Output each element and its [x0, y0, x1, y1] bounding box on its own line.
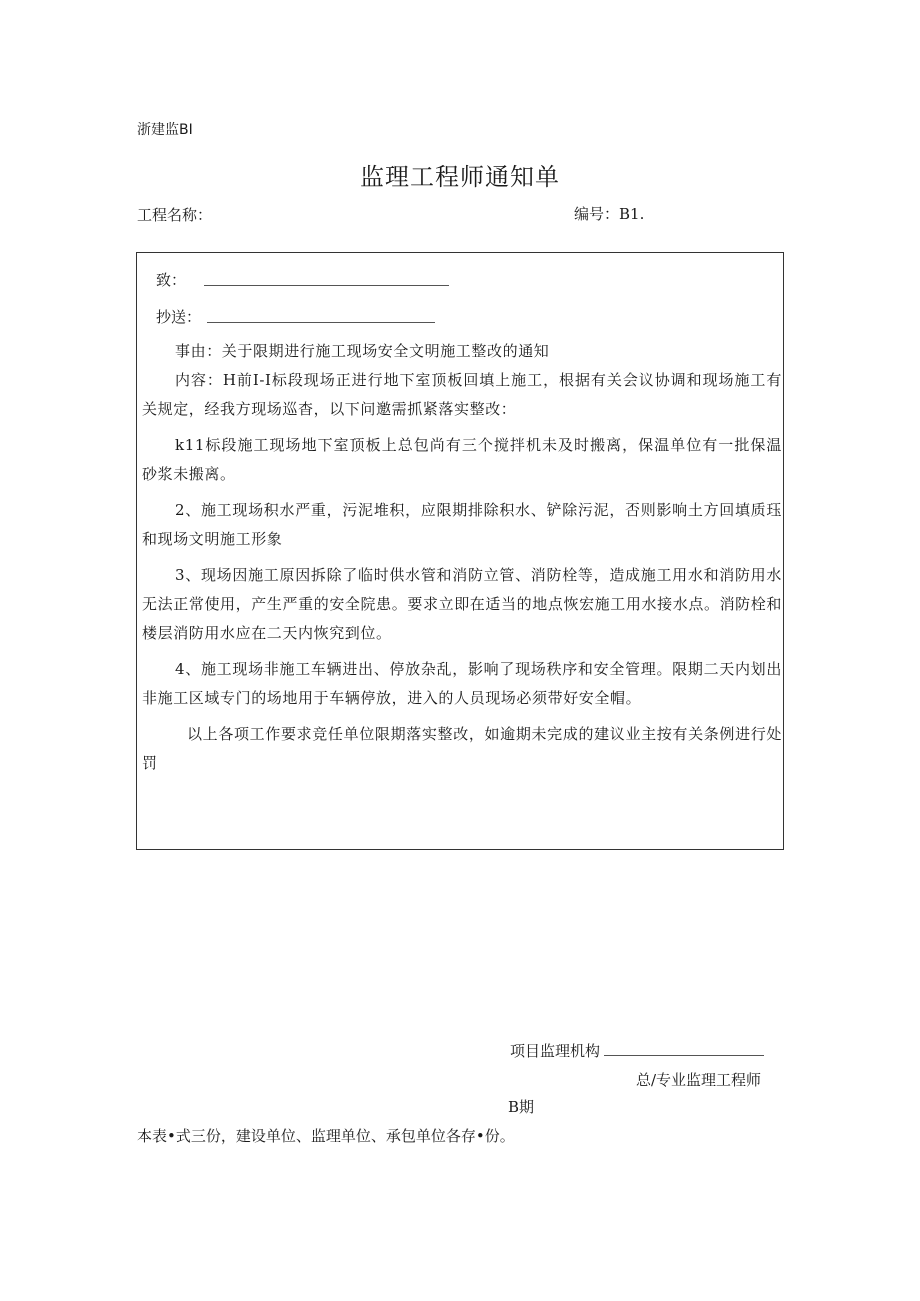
engineer-signature-label: 总/专业监理工程师 — [636, 1071, 762, 1089]
recipient-line — [204, 284, 449, 286]
project-name-label: 工程名称： — [137, 206, 213, 224]
closing-paragraph: 以上各项工作要求竞任单位限期落实整改，如逾期未完成的建议业主按有关条例进行处罚 — [142, 725, 782, 772]
form-code: 浙建监BI — [137, 122, 193, 138]
footnote: 本表•式三份，建设单位、监理单位、承包单位各存•份。 — [137, 1127, 515, 1145]
subject-line: 事由：关于限期进行施工现场安全文明施工整改的通知 — [175, 342, 550, 360]
document-number: 编号：B1. — [574, 205, 645, 223]
item-4: 4、施工现场非施工车辆进出、停放杂乱，影响了现场秩序和安全管理。限期二天内划出非施工区域专门的场地用于车辆停放，进入的人员现场必须带好安全帽。 — [142, 660, 782, 707]
recipient-label: 致： — [156, 271, 187, 289]
item-1: k11标段施工现场地下室顶板上总包尚有三个搅拌机未及时搬离，保温单位有一批保温砂浆未搬离。 — [142, 436, 782, 483]
recipient-field — [156, 269, 449, 290]
page-title: 监理工程师通知单 — [360, 163, 560, 191]
supervision-org-field — [510, 1040, 764, 1061]
notice-body — [142, 337, 782, 778]
item-2: 2、施工现场积水严重，污泥堆积，应限期排除积水、铲除污泥，否则影响土方回填质珏和现场文明施工形象 — [142, 501, 782, 548]
content-intro: 内容：H前I-I标段现场正进行地下室顶板回填上施工，根据有关会议协调和现场施工有关规定，经我方现场巡杳，以下问邀需抓紧落实整改： — [142, 371, 782, 418]
supervision-org-label: 项目监理机构 — [510, 1042, 601, 1060]
notice-form-box — [136, 252, 784, 850]
cc-field — [156, 306, 435, 327]
item-3: 3、现场因施工原因拆除了临时供水管和消防立管、消防栓等，造成施工用水和消防用水无法正常使用，产生严重的安全院患。要求立即在适当的地点恢宏施工用水接水点。消防栓和楼层消防用水应在二天内恢究到位。 — [142, 566, 782, 642]
cc-label: 抄送： — [156, 308, 202, 326]
date-label: B期 — [508, 1098, 535, 1116]
cc-line — [207, 321, 435, 323]
supervision-org-line — [604, 1055, 764, 1056]
